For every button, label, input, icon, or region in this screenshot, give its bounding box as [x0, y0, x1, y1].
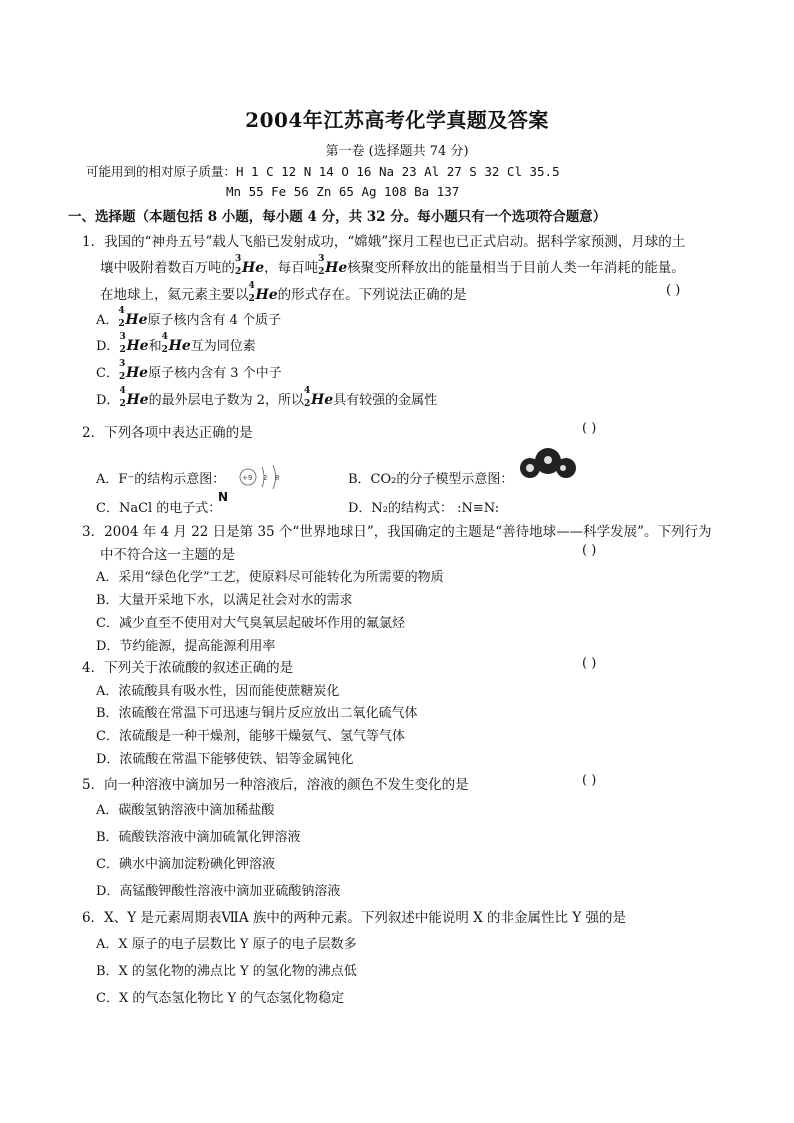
- q3-stem-line1: 3．2004 年 4 月 22 日是第 35 个“世界地球日”，我国确定的主题是“善待地球——科学发展”。下列行为: [82, 524, 712, 540]
- q5-option-c: C．碘水中滴加淀粉碘化钾溶液: [96, 857, 275, 872]
- q1-stem-line1: 1．我国的“神舟五号”载人飞船已发射成功，“嫦娥”探月工程也已正式启动。据科学家预测，月球的土: [82, 234, 686, 250]
- he4-symbol: 4 2 He: [119, 386, 149, 409]
- q4-option-a: A．浓硫酸具有吸水性，因而能使蔗糖炭化: [96, 684, 340, 699]
- fluoride-ion-structure-diagram: [238, 462, 288, 496]
- q1-option-c: C． 3 2 He原子核内含有 3 个中子: [96, 359, 282, 382]
- q5-option-d: D．高锰酸钾酸性溶液中滴加亚硫酸钠溶液: [96, 884, 341, 899]
- q4-option-b: B．浓硫酸在常温下可迅速与铜片反应放出二氧化硫气体: [96, 706, 418, 721]
- q4-stem: 4．下列关于浓硫酸的叙述正确的是: [82, 660, 294, 676]
- q4-answer-paren: ( ): [582, 656, 597, 671]
- co2-molecule-model: [518, 446, 578, 484]
- q3-option-a: A．采用“绿色化学”工艺，使原料尽可能转化为所需要的物质: [96, 570, 444, 585]
- q1-stem-line3: 在地球上，氦元素主要以 4 2 He的形式存在。下列说法正确的是: [100, 281, 467, 304]
- paper-subtitle: 第一卷 (选择题共 74 分): [325, 144, 469, 159]
- svg-text:+9: +9: [242, 474, 253, 482]
- nacl-electron-formula: N: [218, 490, 229, 504]
- he3-symbol: 3 2 He: [318, 254, 348, 277]
- q3-answer-paren: ( ): [582, 543, 597, 558]
- svg-text:8: 8: [275, 474, 280, 482]
- q6-stem: 6．X、Y 是元素周期表ⅦA 族中的两种元素。下列叙述中能说明 X 的非金属性比 Y 强的是: [82, 910, 627, 926]
- q3-option-d: D．节约能源，提高能源利用率: [96, 639, 276, 654]
- q4-option-d: D．浓硫酸在常温下能够使铁、铝等金属钝化: [96, 752, 354, 767]
- q6-option-b: B．X 的氢化物的沸点比 Y 的氢化物的沸点低: [96, 964, 357, 979]
- q5-option-a: A．碳酸氢钠溶液中滴加稀盐酸: [96, 803, 275, 818]
- q2-option-b: B．CO₂的分子模型示意图：: [348, 472, 514, 487]
- q5-option-b: B．硫酸铁溶液中滴加硫氰化钾溶液: [96, 830, 301, 845]
- q1-option-a: A． 4 2 He原子核内含有 4 个质子: [96, 306, 282, 329]
- q2-option-c: C．NaCl 的电子式：: [96, 501, 222, 516]
- he3-symbol: 3 2 He: [118, 359, 149, 382]
- q1-answer-paren: ( ): [666, 283, 681, 298]
- q3-stem-line2: 中不符合这一主题的是: [100, 547, 235, 563]
- he4-symbol: 4 2 He: [161, 332, 191, 355]
- q3-option-c: C．减少直至不使用对大气臭氧层起破坏作用的氟氯烃: [96, 616, 405, 631]
- q5-stem: 5．向一种溶液中滴加另一种溶液后，溶液的颜色不发生变化的是: [82, 777, 469, 793]
- page-title: 2004年江苏高考化学真题及答案: [245, 108, 549, 132]
- he4-symbol: 4 2 He: [248, 281, 278, 304]
- q2-stem: 2．下列各项中表达正确的是: [82, 425, 253, 441]
- atomic-masses-line2: Mn 55 Fe 56 Zn 65 Ag 108 Ba 137: [226, 184, 460, 199]
- q5-answer-paren: ( ): [582, 773, 597, 788]
- q1-option-d: D． 4 2 He的最外层电子数为 2，所以 4 2 He具有较强的金属性: [96, 386, 438, 409]
- q6-option-c: C．X 的气态氢化物比 Y 的气态氢化物稳定: [96, 991, 345, 1006]
- q2-option-a: A．F⁻的结构示意图：: [96, 472, 226, 487]
- svg-text:2: 2: [263, 474, 268, 482]
- he4-symbol: 4 2 He: [303, 386, 334, 409]
- q1-option-b: D． 3 2 He和 4 2 He互为同位素: [96, 332, 256, 355]
- q6-option-a: A．X 原子的电子层数比 Y 原子的电子层数多: [96, 937, 357, 952]
- section-heading: 一、选择题（本题包括 8 小题，每小题 4 分，共 32 分。每小题只有一个选项符合题意）: [68, 209, 607, 225]
- q2-answer-paren: ( ): [582, 421, 597, 436]
- he4-symbol: 4 2 He: [118, 306, 148, 329]
- q3-option-b: B．大量开采地下水，以满足社会对水的需求: [96, 593, 353, 608]
- q2-option-d: D．N₂的结构式： :N≡N:: [348, 501, 500, 516]
- q4-option-c: C．浓硫酸是一种干燥剂，能够干燥氨气、氢气等气体: [96, 729, 405, 744]
- he3-symbol: 3 2 He: [235, 254, 265, 277]
- q1-stem-line2: 壤中吸附着数百万吨的 3 2 He，每百吨 3 2 He核聚变所释放出的能量相当于目前人类一年消耗的能量。: [100, 254, 685, 277]
- atomic-masses-line1: 可能用到的相对原子质量：H 1 C 12 N 14 O 16 Na 23 Al 27 S 32 Cl 35.5: [86, 164, 560, 179]
- he3-symbol: 3 2 He: [119, 332, 149, 355]
